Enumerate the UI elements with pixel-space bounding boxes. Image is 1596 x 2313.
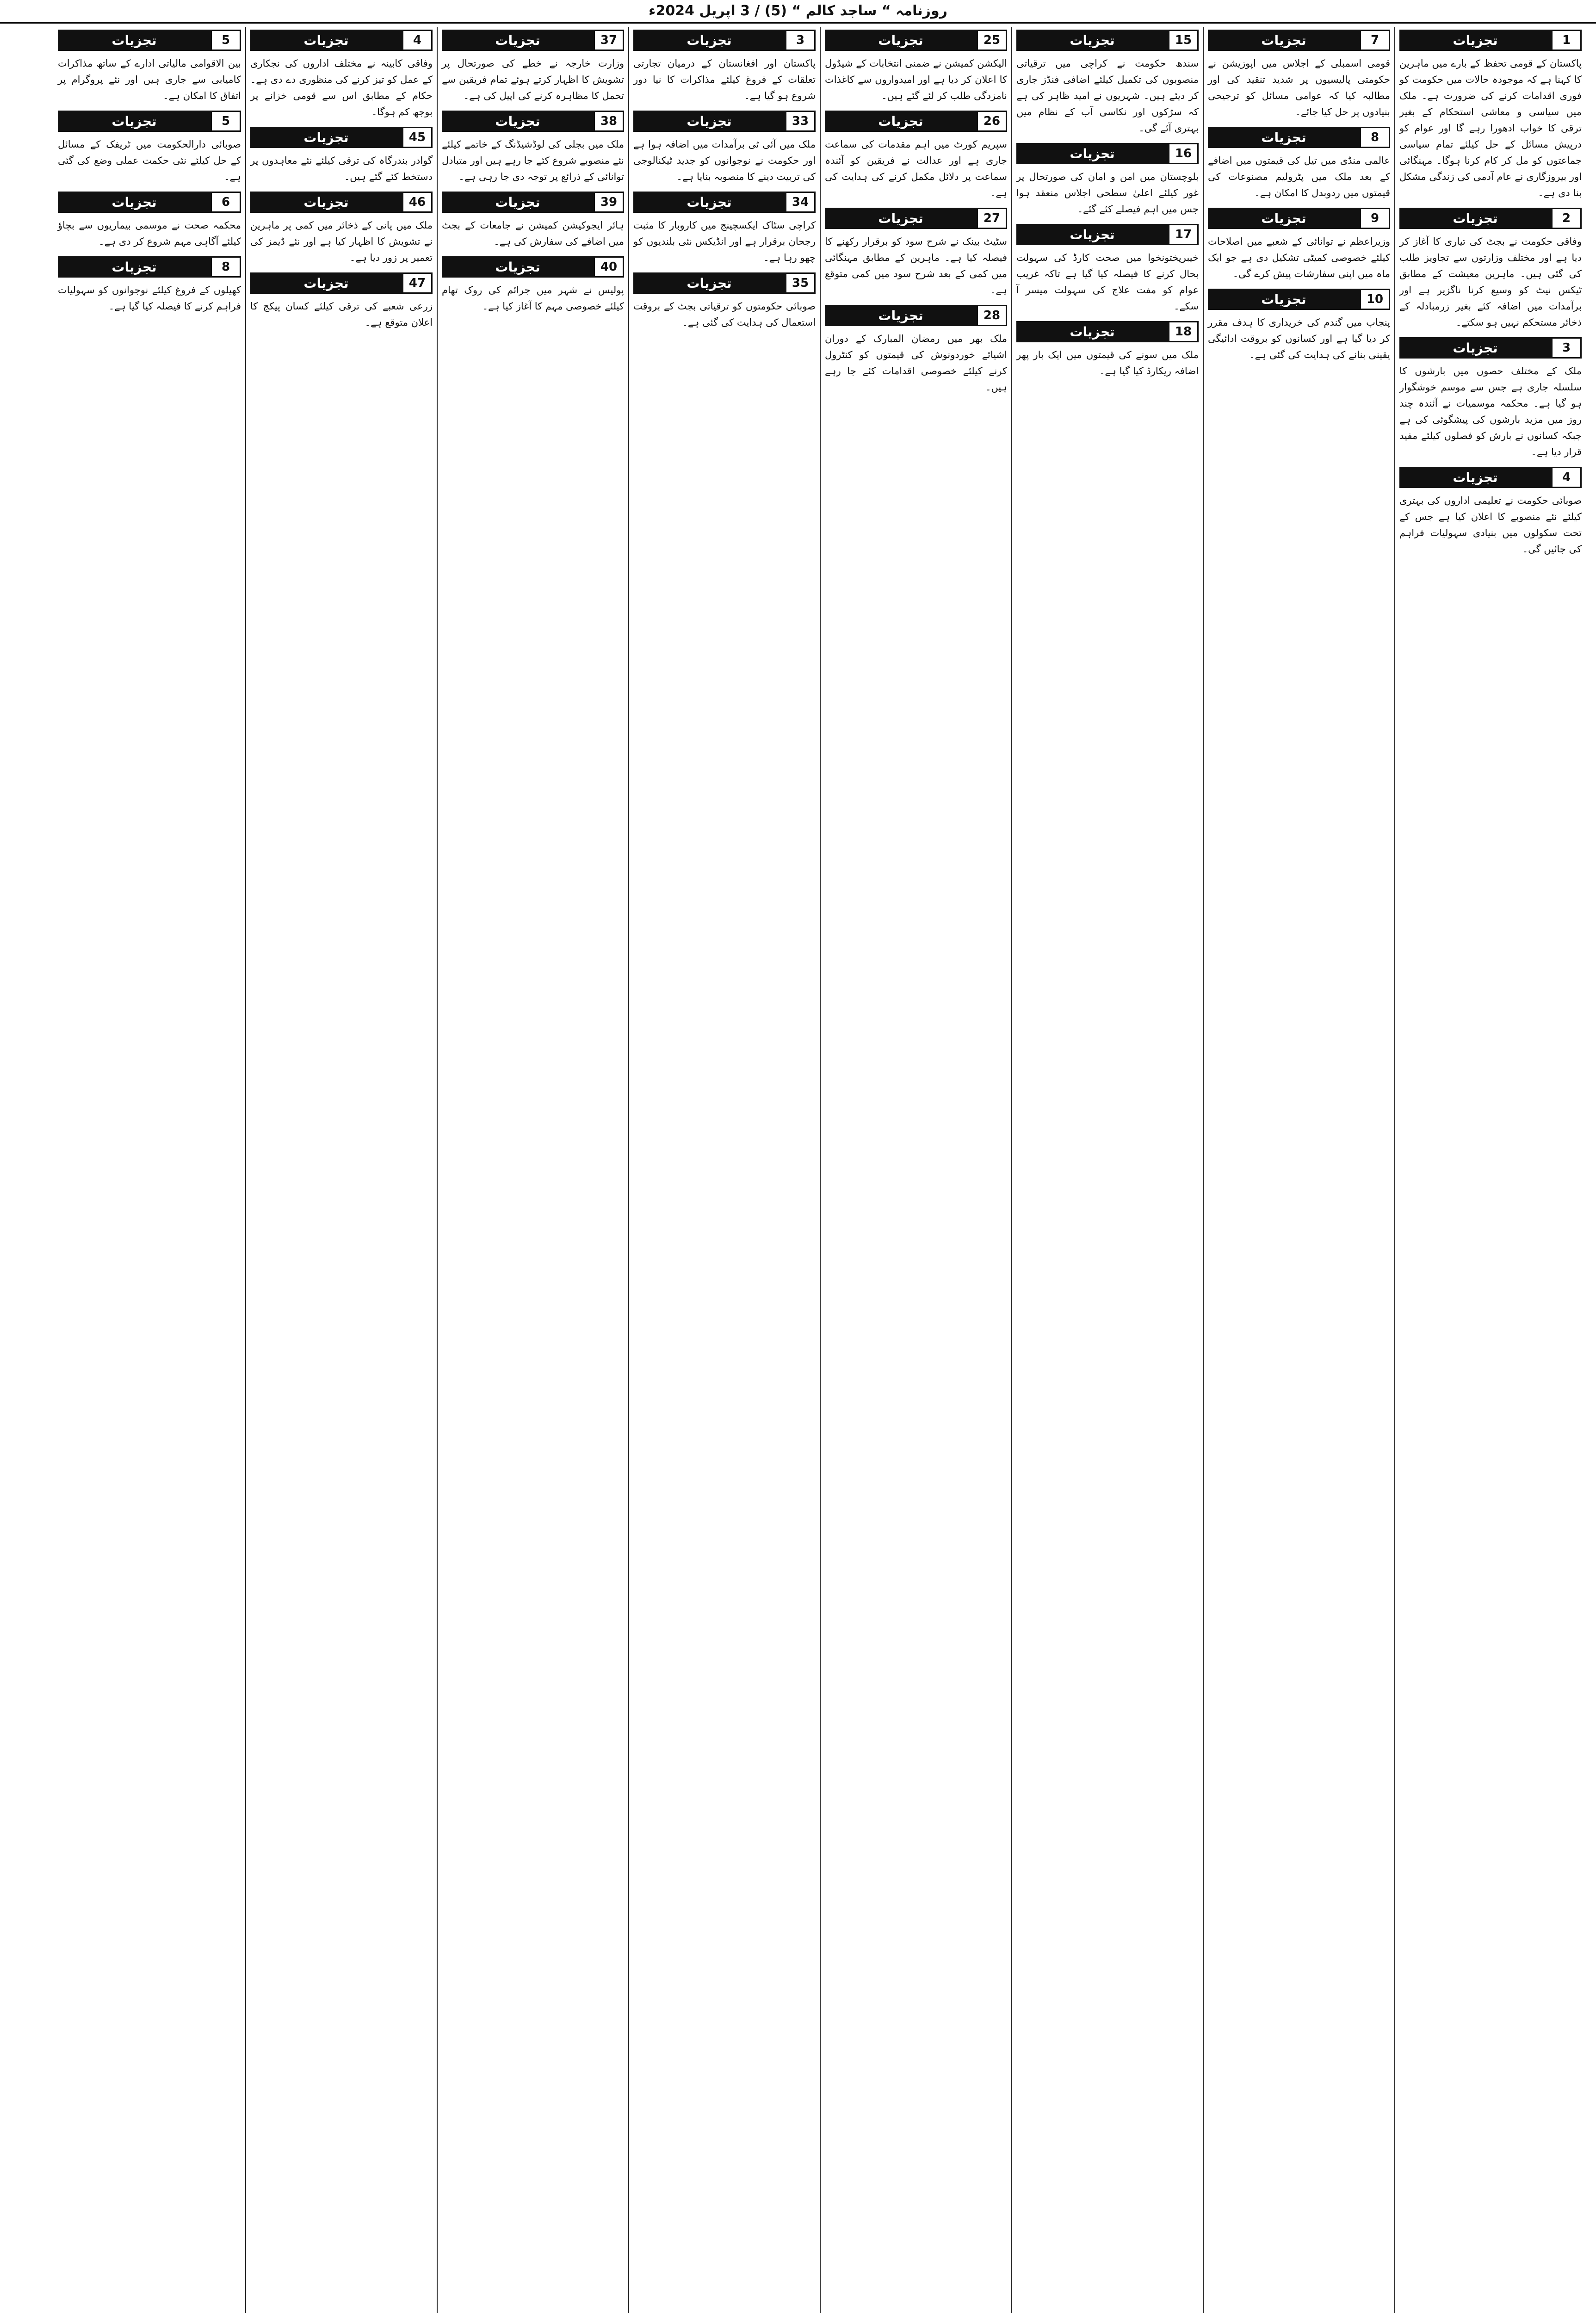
news-item [1016,30,1199,136]
section-label: تجزیات [58,30,210,51]
item-heading [633,192,816,213]
section-label: تجزیات [633,30,785,51]
item-heading [633,272,816,294]
section-label: تجزیات [825,305,977,326]
item-heading [1016,224,1199,245]
item-body: سٹیٹ بینک نے شرح سود کو برقرار رکھنے کا فیصلہ کیا ہے۔ ماہرین کے مطابق مہنگائی میں کمی کے بعد شرح سود میں کمی متوقع ہے۔ [825,236,1007,296]
section-label: تجزیات [1399,467,1551,488]
item-heading [633,111,816,132]
item-heading [442,30,624,51]
news-item [1399,467,1582,557]
news-item [1399,337,1582,460]
section-label: تجزیات [1016,30,1168,51]
item-heading [250,192,433,213]
news-item [825,208,1007,298]
item-heading [1399,467,1582,488]
item-number: 39 [594,192,624,213]
item-heading [1399,208,1582,229]
item-body: صوبائی حکومت نے تعلیمی اداروں کی بہتری کیلئے نئے منصوبے کا اعلان کیا ہے جس کے تحت سکولوں میں بنیادی سہولیات فراہم کی جائیں گی۔ [1399,495,1582,555]
section-label: تجزیات [1208,30,1360,51]
item-number: 8 [1360,127,1390,148]
item-number: 10 [1360,289,1390,310]
news-item [1208,127,1390,201]
item-body: سندھ حکومت نے کراچی میں ترقیاتی منصوبوں کی تکمیل کیلئے اضافی فنڈز جاری کر دیئے ہیں۔ شہریوں نے امید ظاہر کی ہے کہ سڑکوں اور نکاسی آب کے نظام میں بہتری آئے گی۔ [1016,58,1199,134]
item-body: قومی اسمبلی کے اجلاس میں اپوزیشن نے حکومتی پالیسیوں پر شدید تنقید کی اور مطالبہ کیا کہ عوامی مسائل کو ترجیحی بنیادوں پر حل کیا جائے۔ [1208,58,1390,118]
section-label: تجزیات [442,30,594,51]
item-body: ملک میں پانی کے ذخائر میں کمی پر ماہرین نے تشویش کا اظہار کیا ہے اور نئے ڈیمز کی تعمیر پر زور دیا ہے۔ [250,220,433,263]
item-body: پولیس نے شہر میں جرائم کی روک تھام کیلئے خصوصی مہم کا آغاز کیا ہے۔ [442,284,624,312]
item-number: 4 [402,30,433,51]
item-heading [442,256,624,278]
news-column [820,27,1011,2313]
item-heading [250,30,433,51]
section-label: تجزیات [250,30,402,51]
news-column [1011,27,1203,2313]
item-body: زرعی شعبے کی ترقی کیلئے کسان پیکج کا اعلان متوقع ہے۔ [250,301,433,328]
item-number: 37 [594,30,624,51]
section-label: تجزیات [825,30,977,51]
item-number: 4 [1551,467,1582,488]
section-label: تجزیات [250,272,402,294]
item-number: 47 [402,272,433,294]
item-heading [1208,127,1390,148]
news-item [633,111,816,185]
section-label: تجزیات [1399,337,1551,359]
section-label: تجزیات [1016,321,1168,342]
news-item [442,256,624,315]
item-number: 18 [1168,321,1199,342]
news-column [1394,27,1586,2313]
item-body: وزارت خارجہ نے خطے کی صورتحال پر تشویش کا اظہار کرتے ہوئے تمام فریقین سے تحمل کا مظاہرہ کرنے کی اپیل کی ہے۔ [442,58,624,101]
item-body: پاکستان کے قومی تحفظ کے بارے میں ماہرین کا کہنا ہے کہ موجودہ حالات میں حکومت کو فوری اقدامات کرنے کی ضرورت ہے۔ ملک میں سیاسی و معاشی استحکام کے بغیر ترقی کا خواب ادھورا رہے گا اور عوام کو درپیش مسائل کے حل کیلئے تمام سیاسی جماعتوں کو مل کر کام کرنا ہوگا۔ مہنگائی اور بیروزگاری نے عام آدمی کی زندگی مشکل بنا دی ہے۔ [1399,58,1582,198]
item-heading [58,192,241,213]
item-number: 45 [402,127,433,148]
item-number: 40 [594,256,624,278]
news-item [633,30,816,104]
masthead: روزنامہ “ ساجد کالم “ (5) / 3 اپریل 2024ء [0,0,1596,24]
item-heading [1208,30,1390,51]
item-number: 6 [210,192,241,213]
news-item [58,256,241,315]
item-heading [58,30,241,51]
item-number: 9 [1360,208,1390,229]
news-column [628,27,820,2313]
news-item [442,111,624,185]
news-item [825,305,1007,396]
news-item [633,192,816,266]
item-number: 38 [594,111,624,132]
news-item [1208,208,1390,282]
news-item [250,192,433,266]
item-number: 3 [785,30,816,51]
item-number: 5 [210,30,241,51]
section-label: تجزیات [250,127,402,148]
item-number: 46 [402,192,433,213]
item-number: 7 [1360,30,1390,51]
item-body: کھیلوں کے فروغ کیلئے نوجوانوں کو سہولیات فراہم کرنے کا فیصلہ کیا گیا ہے۔ [58,284,241,312]
section-label: تجزیات [1208,289,1360,310]
item-body: گوادر بندرگاہ کی ترقی کیلئے نئے معاہدوں پر دستخط کئے گئے ہیں۔ [250,155,433,182]
item-heading [1208,208,1390,229]
item-body: وفاقی حکومت نے بجٹ کی تیاری کا آغاز کر دیا ہے اور مختلف وزارتوں سے تجاویز طلب کی گئی ہیں۔ ماہرین معیشت کے مطابق ٹیکس نیٹ کو وسیع کرنا ناگزیر ہے اور برآمدات میں اضافہ کئے بغیر زرمبادلہ کے ذخائر مستحکم نہیں ہو سکتے۔ [1399,236,1582,328]
section-label: تجزیات [58,192,210,213]
item-heading [1399,30,1582,51]
item-body: ملک کے مختلف حصوں میں بارشوں کا سلسلہ جاری ہے جس سے موسم خوشگوار ہو گیا ہے۔ محکمہ موسمیات نے آئندہ چند روز میں مزید بارشوں کی پیشگوئی کی ہے جبکہ کسانوں نے بارش کو فصلوں کیلئے مفید قرار دیا ہے۔ [1399,365,1582,458]
item-heading [825,305,1007,326]
section-label: تجزیات [825,208,977,229]
item-body: ملک میں سونے کی قیمتوں میں ایک بار پھر اضافہ ریکارڈ کیا گیا ہے۔ [1016,349,1199,377]
item-number: 16 [1168,143,1199,164]
news-item [825,111,1007,201]
news-item [58,111,241,185]
section-label: تجزیات [825,111,977,132]
news-item [1208,30,1390,120]
section-label: تجزیات [442,111,594,132]
section-label: تجزیات [1016,224,1168,245]
item-body: کراچی سٹاک ایکسچینج میں کاروبار کا مثبت رجحان برقرار ہے اور انڈیکس نئی بلندیوں کو چھو رہا ہے۔ [633,220,816,263]
item-heading [825,111,1007,132]
news-item [250,127,433,185]
item-heading [58,111,241,132]
section-label: تجزیات [58,111,210,132]
item-heading [58,256,241,278]
item-number: 3 [1551,337,1582,359]
item-heading [1016,30,1199,51]
item-number: 34 [785,192,816,213]
news-item [1016,224,1199,315]
news-item [1399,30,1582,201]
news-item [1399,208,1582,331]
news-item [58,192,241,250]
section-label: تجزیات [58,256,210,278]
item-heading [633,30,816,51]
item-number: 33 [785,111,816,132]
item-number: 28 [977,305,1007,326]
news-item [58,30,241,104]
item-body: صوبائی حکومتوں کو ترقیاتی بجٹ کے بروقت استعمال کی ہدایت کی گئی ہے۔ [633,301,816,328]
item-body: ملک بھر میں رمضان المبارک کے دوران اشیائے خوردونوش کی قیمتوں کو کنٹرول کرنے کیلئے خصوصی اقدامات کئے جا رہے ہیں۔ [825,333,1007,393]
item-heading [442,111,624,132]
news-column [54,27,245,2313]
section-label: تجزیات [1208,127,1360,148]
section-label: تجزیات [1016,143,1168,164]
news-item [442,30,624,104]
news-item [1016,143,1199,217]
item-number: 8 [210,256,241,278]
news-item [250,272,433,331]
news-column [437,27,628,2313]
newspaper-page [10,27,1586,2313]
item-heading [1016,143,1199,164]
item-body: پنجاب میں گندم کی خریداری کا ہدف مقرر کر دیا گیا ہے اور کسانوں کو بروقت ادائیگی یقینی بنانے کی ہدایت کی گئی ہے۔ [1208,317,1390,360]
section-label: تجزیات [633,192,785,213]
section-label: تجزیات [442,256,594,278]
item-number: 25 [977,30,1007,51]
item-number: 2 [1551,208,1582,229]
news-item [633,272,816,331]
item-body: ہائر ایجوکیشن کمیشن نے جامعات کے بجٹ میں اضافے کی سفارش کی ہے۔ [442,220,624,247]
section-label: تجزیات [1399,208,1551,229]
item-body: الیکشن کمیشن نے ضمنی انتخابات کے شیڈول کا اعلان کر دیا ہے اور امیدواروں سے کاغذات نامزدگی طلب کر لئے گئے ہیں۔ [825,58,1007,101]
item-heading [825,208,1007,229]
item-number: 17 [1168,224,1199,245]
section-label: تجزیات [250,192,402,213]
item-number: 5 [210,111,241,132]
item-body: وزیراعظم نے توانائی کے شعبے میں اصلاحات کیلئے خصوصی کمیٹی تشکیل دی ہے جو ایک ماہ میں اپنی سفارشات پیش کرے گی۔ [1208,236,1390,279]
news-item [1208,289,1390,363]
item-body: وفاقی کابینہ نے مختلف اداروں کی نجکاری کے عمل کو تیز کرنے کی منظوری دے دی ہے۔ حکام کے مطابق اس سے قومی خزانے پر بوجھ کم ہوگا۔ [250,58,433,118]
item-body: عالمی منڈی میں تیل کی قیمتوں میں اضافے کے بعد ملک میں پٹرولیم مصنوعات کی قیمتوں میں ردوبدل کا امکان ہے۔ [1208,155,1390,198]
item-body: بین الاقوامی مالیاتی ادارے کے ساتھ مذاکرات کامیابی سے جاری ہیں اور نئے پروگرام پر اتفاق کا امکان ہے۔ [58,58,241,101]
item-body: بلوچستان میں امن و امان کی صورتحال پر غور کیلئے اعلیٰ سطحی اجلاس منعقد ہوا جس میں اہم فیصلے کئے گئے۔ [1016,171,1199,215]
news-column [1203,27,1394,2313]
item-body: صوبائی دارالحکومت میں ٹریفک کے مسائل کے حل کیلئے نئی حکمت عملی وضع کی گئی ہے۔ [58,139,241,182]
item-body: ملک میں آئی ٹی برآمدات میں اضافہ ہوا ہے اور حکومت نے نوجوانوں کو جدید ٹیکنالوجی کی تربیت دینے کا منصوبہ بنایا ہے۔ [633,139,816,182]
item-body: سپریم کورٹ میں اہم مقدمات کی سماعت جاری ہے اور عدالت نے فریقین کو آئندہ سماعت پر دلائل مکمل کرنے کی ہدایت کی ہے۔ [825,139,1007,198]
item-heading [1208,289,1390,310]
item-body: پاکستان اور افغانستان کے درمیان تجارتی تعلقات کے فروغ کیلئے مذاکرات کا نیا دور شروع ہو گیا ہے۔ [633,58,816,101]
news-item [442,192,624,250]
section-label: تجزیات [1208,208,1360,229]
item-number: 15 [1168,30,1199,51]
item-heading [1399,337,1582,359]
section-label: تجزیات [1399,30,1551,51]
item-heading [442,192,624,213]
item-heading [1016,321,1199,342]
item-number: 27 [977,208,1007,229]
item-body: خیبرپختونخوا میں صحت کارڈ کی سہولت بحال کرنے کا فیصلہ کیا گیا ہے تاکہ غریب عوام کو مفت علاج کی سہولت میسر آ سکے۔ [1016,252,1199,312]
item-heading [250,272,433,294]
news-item [250,30,433,120]
section-label: تجزیات [442,192,594,213]
item-body: ملک میں بجلی کی لوڈشیڈنگ کے خاتمے کیلئے نئے منصوبے شروع کئے جا رہے ہیں اور متبادل توانائی کے ذرائع پر توجہ دی جا رہی ہے۔ [442,139,624,182]
item-number: 1 [1551,30,1582,51]
item-number: 26 [977,111,1007,132]
section-label: تجزیات [633,272,785,294]
item-number: 35 [785,272,816,294]
item-body: محکمہ صحت نے موسمی بیماریوں سے بچاؤ کیلئے آگاہی مہم شروع کر دی ہے۔ [58,220,241,247]
section-label: تجزیات [633,111,785,132]
item-heading [825,30,1007,51]
news-item [825,30,1007,104]
news-item [1016,321,1199,379]
news-column [245,27,437,2313]
item-heading [250,127,433,148]
